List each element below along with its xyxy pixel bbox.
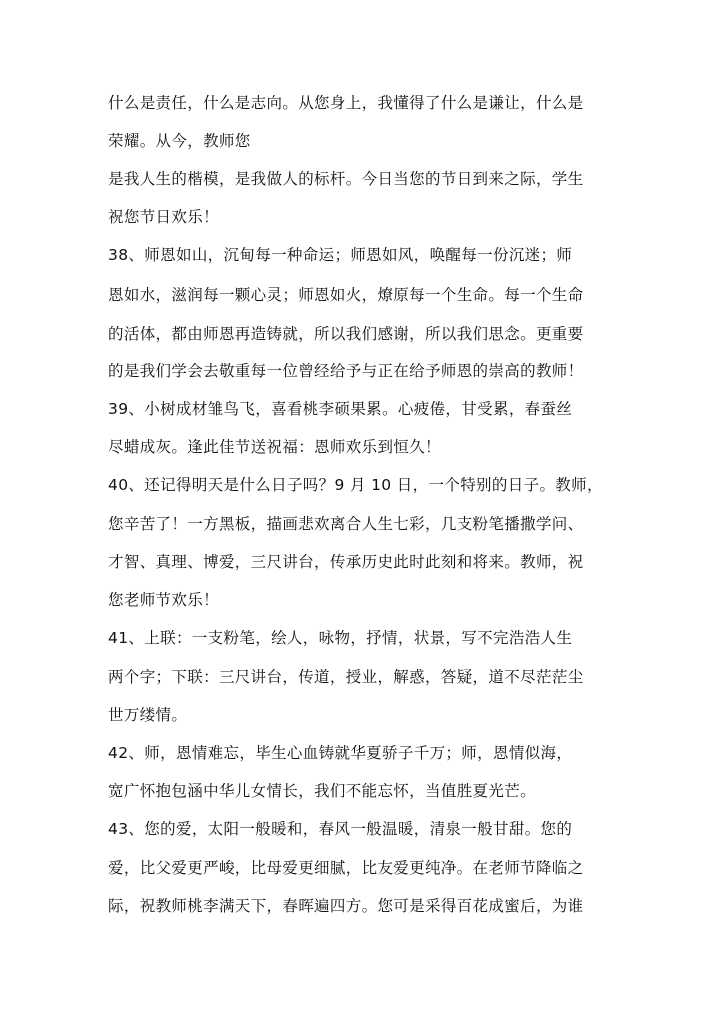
text-line: 39、小树成材雏鸟飞，喜看桃李硕果累。心疲倦，甘受累，春蚕丝 [108, 400, 573, 418]
text-line: 世万缕情。 [108, 706, 188, 724]
text-line: 两个字；下联：三尺讲台，传道，授业，解惑，答疑，道不尽茫茫尘 [108, 668, 584, 686]
text-line: 荣耀。从今，教师您 [108, 132, 251, 150]
text-line: 38、师恩如山，沉甸每一种命运；师恩如风，唤醒每一份沉迷；师 [108, 246, 573, 264]
text-line: 祝您节日欢乐！ [108, 208, 219, 226]
text-line: 您辛苦了！一方黑板，描画悲欢离合人生七彩，几支粉笔播撒学问、 [108, 515, 584, 533]
text-line: 宽广怀抱包涵中华儿女情长，我们不能忘怀，当值胜夏光芒。 [108, 782, 536, 800]
text-line: 40、还记得明天是什么日子吗？9 月 10 日，一个特别的日子。教师， [108, 476, 603, 494]
text-line: 您老师节欢乐！ [108, 591, 219, 609]
text-line: 42、师，恩情难忘，毕生心血铸就华夏骄子千万；师，恩情似海， [108, 744, 573, 762]
text-line: 的活体，都由师恩再造铸就，所以我们感谢，所以我们思念。更重要 [108, 325, 584, 343]
text-line: 43、您的爱，太阳一般暖和，春风一般温暖，清泉一般甘甜。您的 [108, 820, 573, 838]
text-line: 是我人生的楷模，是我做人的标杆。今日当您的节日到来之际，学生 [108, 170, 584, 188]
text-line: 尽蜡成灰。逢此佳节送祝福：恩师欢乐到恒久！ [108, 438, 441, 456]
text-line: 的是我们学会去敬重每一位曾经给予与正在给予师恩的崇高的教师！ [108, 362, 584, 380]
text-line: 爱，比父爱更严峻，比母爱更细腻，比友爱更纯净。在老师节降临之 [108, 859, 584, 877]
text-line: 什么是责任，什么是志向。从您身上，我懂得了什么是谦让，什么是 [108, 94, 584, 112]
text-line: 才智、真理、博爱，三尺讲台，传承历史此时此刻和将来。教师，祝 [108, 553, 584, 571]
text-line: 际，祝教师桃李满天下，春晖遍四方。您可是采得百花成蜜后，为谁 [108, 897, 584, 915]
text-line: 恩如水，滋润每一颗心灵；师恩如火，燎原每一个生命。每一个生命 [108, 286, 584, 304]
text-line: 41、上联：一支粉笔，绘人，咏物，抒情，状景，写不完浩浩人生 [108, 629, 573, 647]
